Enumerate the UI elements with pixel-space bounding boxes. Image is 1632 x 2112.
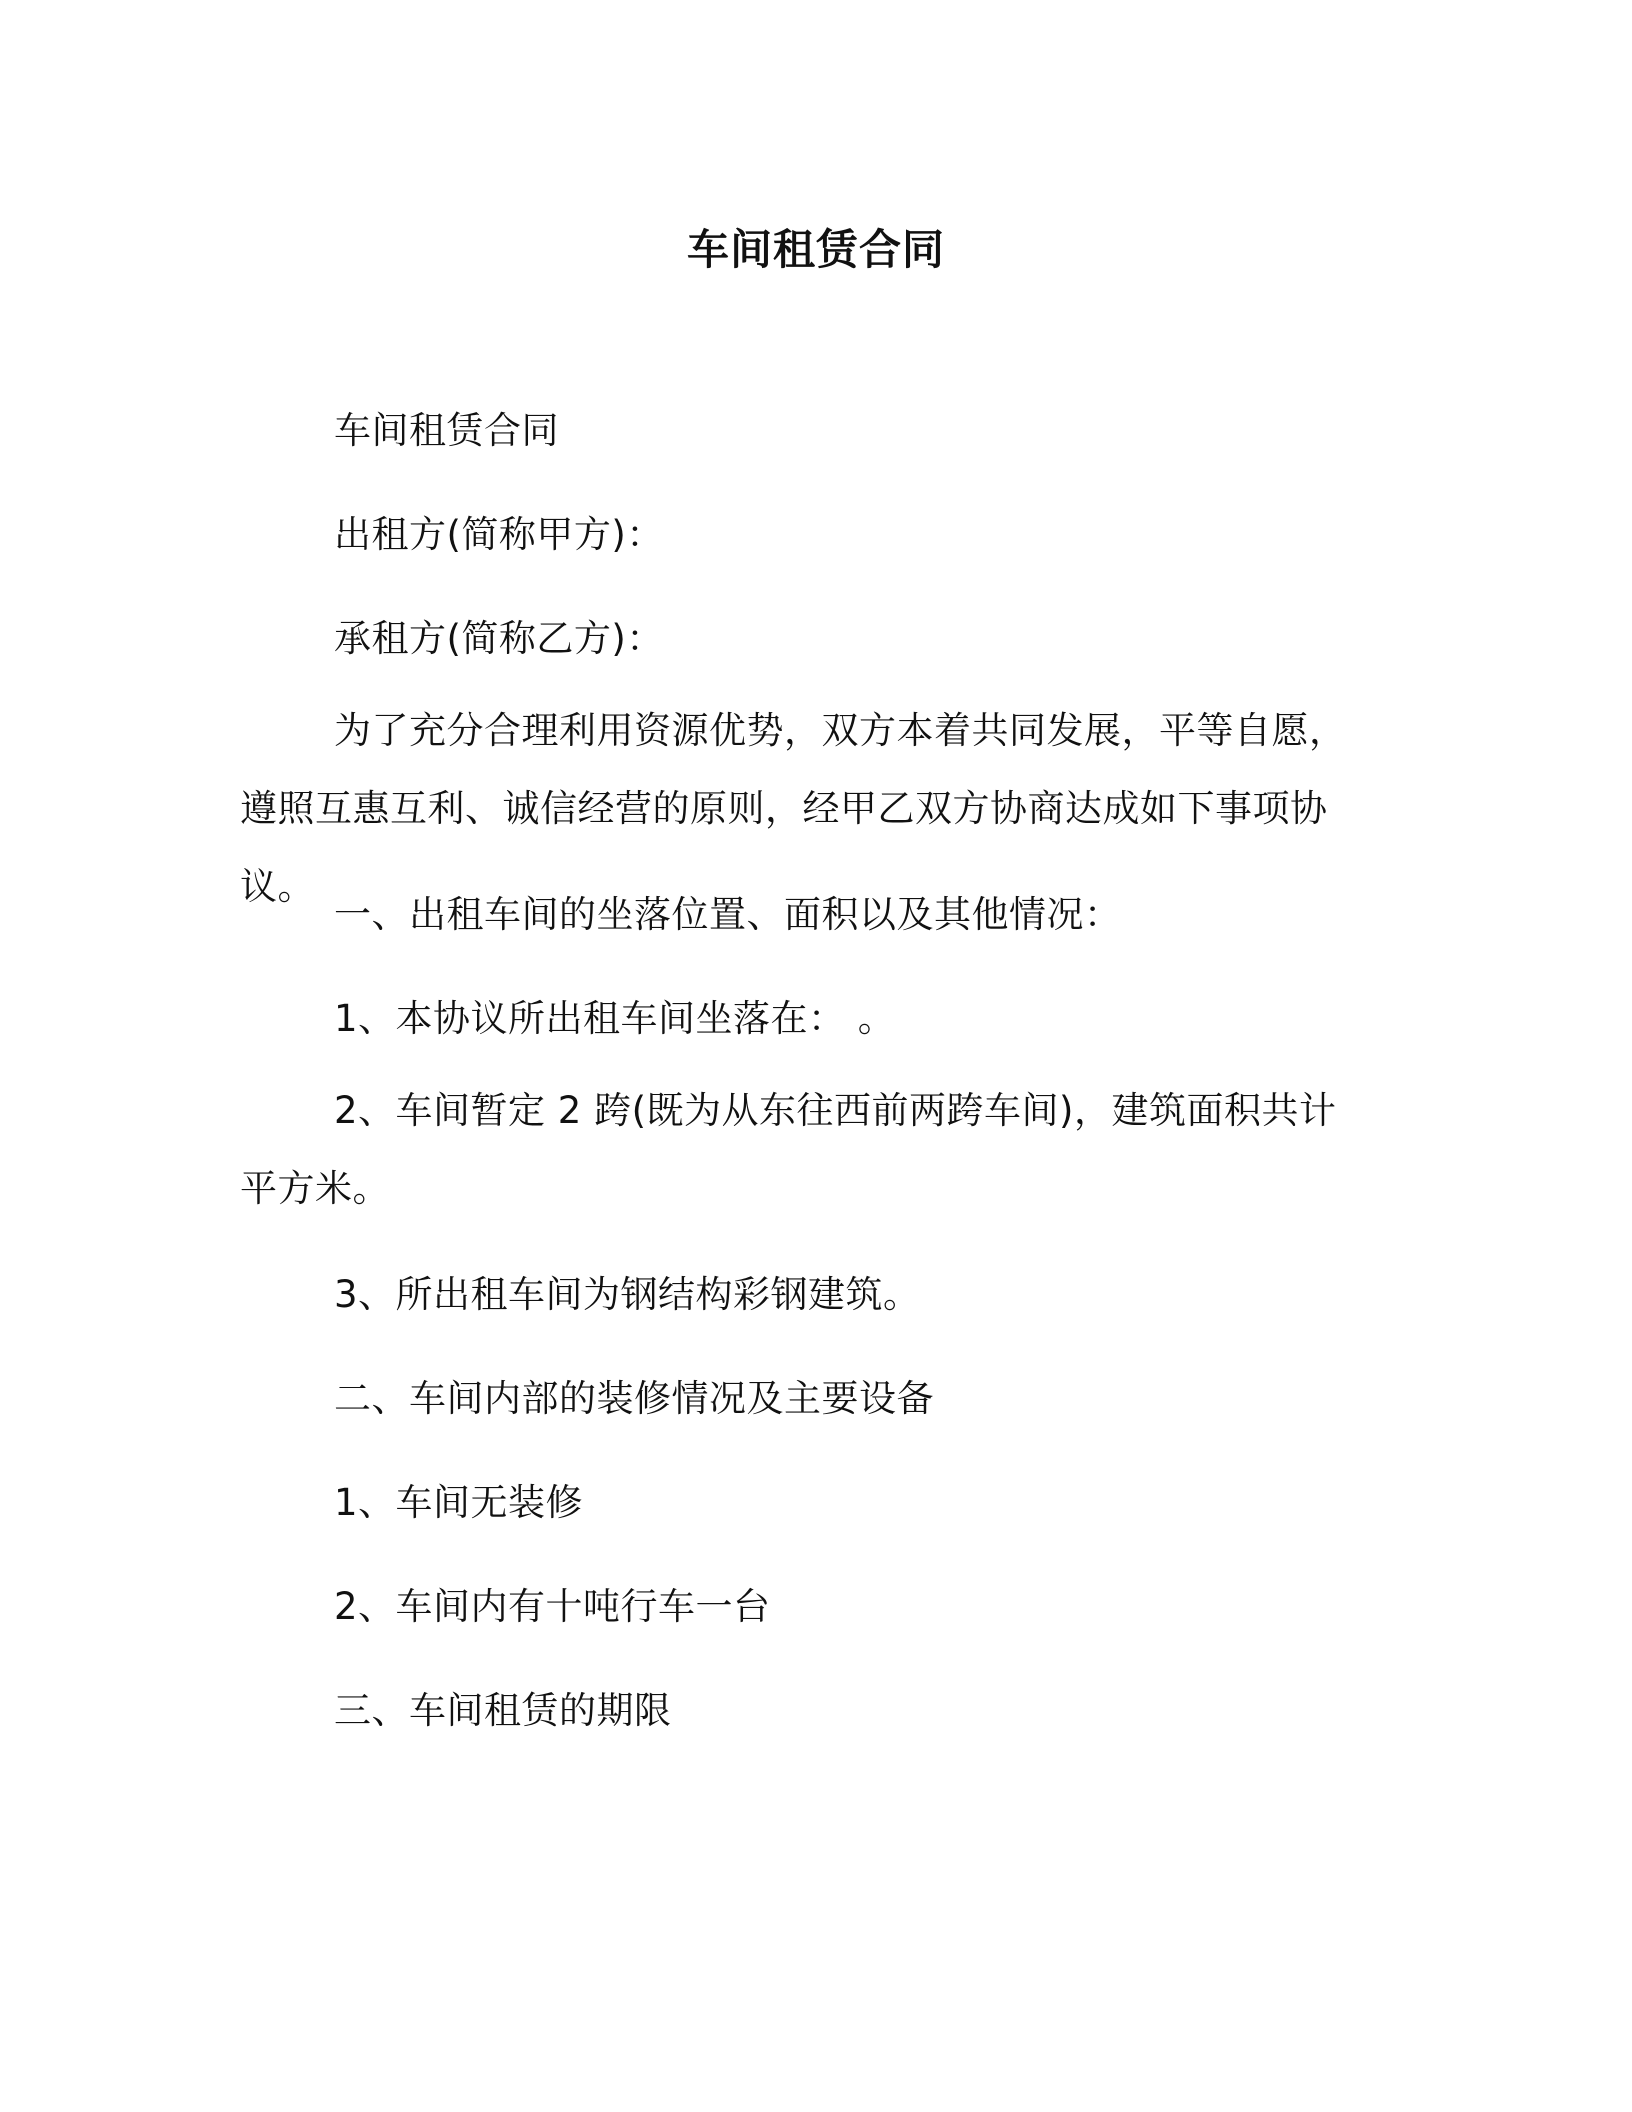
paragraph-section-1: 一、出租车间的坐落位置、面积以及其他情况： — [334, 893, 1122, 936]
paragraph-preamble: 为了充分合理利用资源优势，双方本着共同发展，平等自愿，遵照互惠互利、诚信经营的原则，经甲乙双方协商达成如下事项协议。 — [240, 709, 1347, 908]
paragraph-item-1-1: 1、本协议所出租车间坐落在： 。 — [334, 997, 896, 1040]
paragraph-subtitle: 车间租赁合同 — [334, 409, 559, 452]
paragraph-lessor: 出租方(简称甲方)： — [334, 513, 664, 556]
paragraph-lessee: 承租方(简称乙方)： — [334, 617, 664, 660]
paragraph-item-1-3: 3、所出租车间为钢结构彩钢建筑。 — [334, 1273, 921, 1316]
paragraph-item-2-1: 1、车间无装修 — [334, 1481, 584, 1524]
paragraph-section-3: 三、车间租赁的期限 — [334, 1689, 672, 1732]
paragraph-item-1-2: 2、车间暂定 2 跨(既为从东往西前两跨车间)，建筑面积共计 平方米。 — [240, 1089, 1337, 1210]
document-title: 车间租赁合同 — [686, 225, 945, 274]
paragraph-item-2-2: 2、车间内有十吨行车一台 — [334, 1585, 771, 1628]
paragraph-section-2: 二、车间内部的装修情况及主要设备 — [334, 1377, 934, 1420]
